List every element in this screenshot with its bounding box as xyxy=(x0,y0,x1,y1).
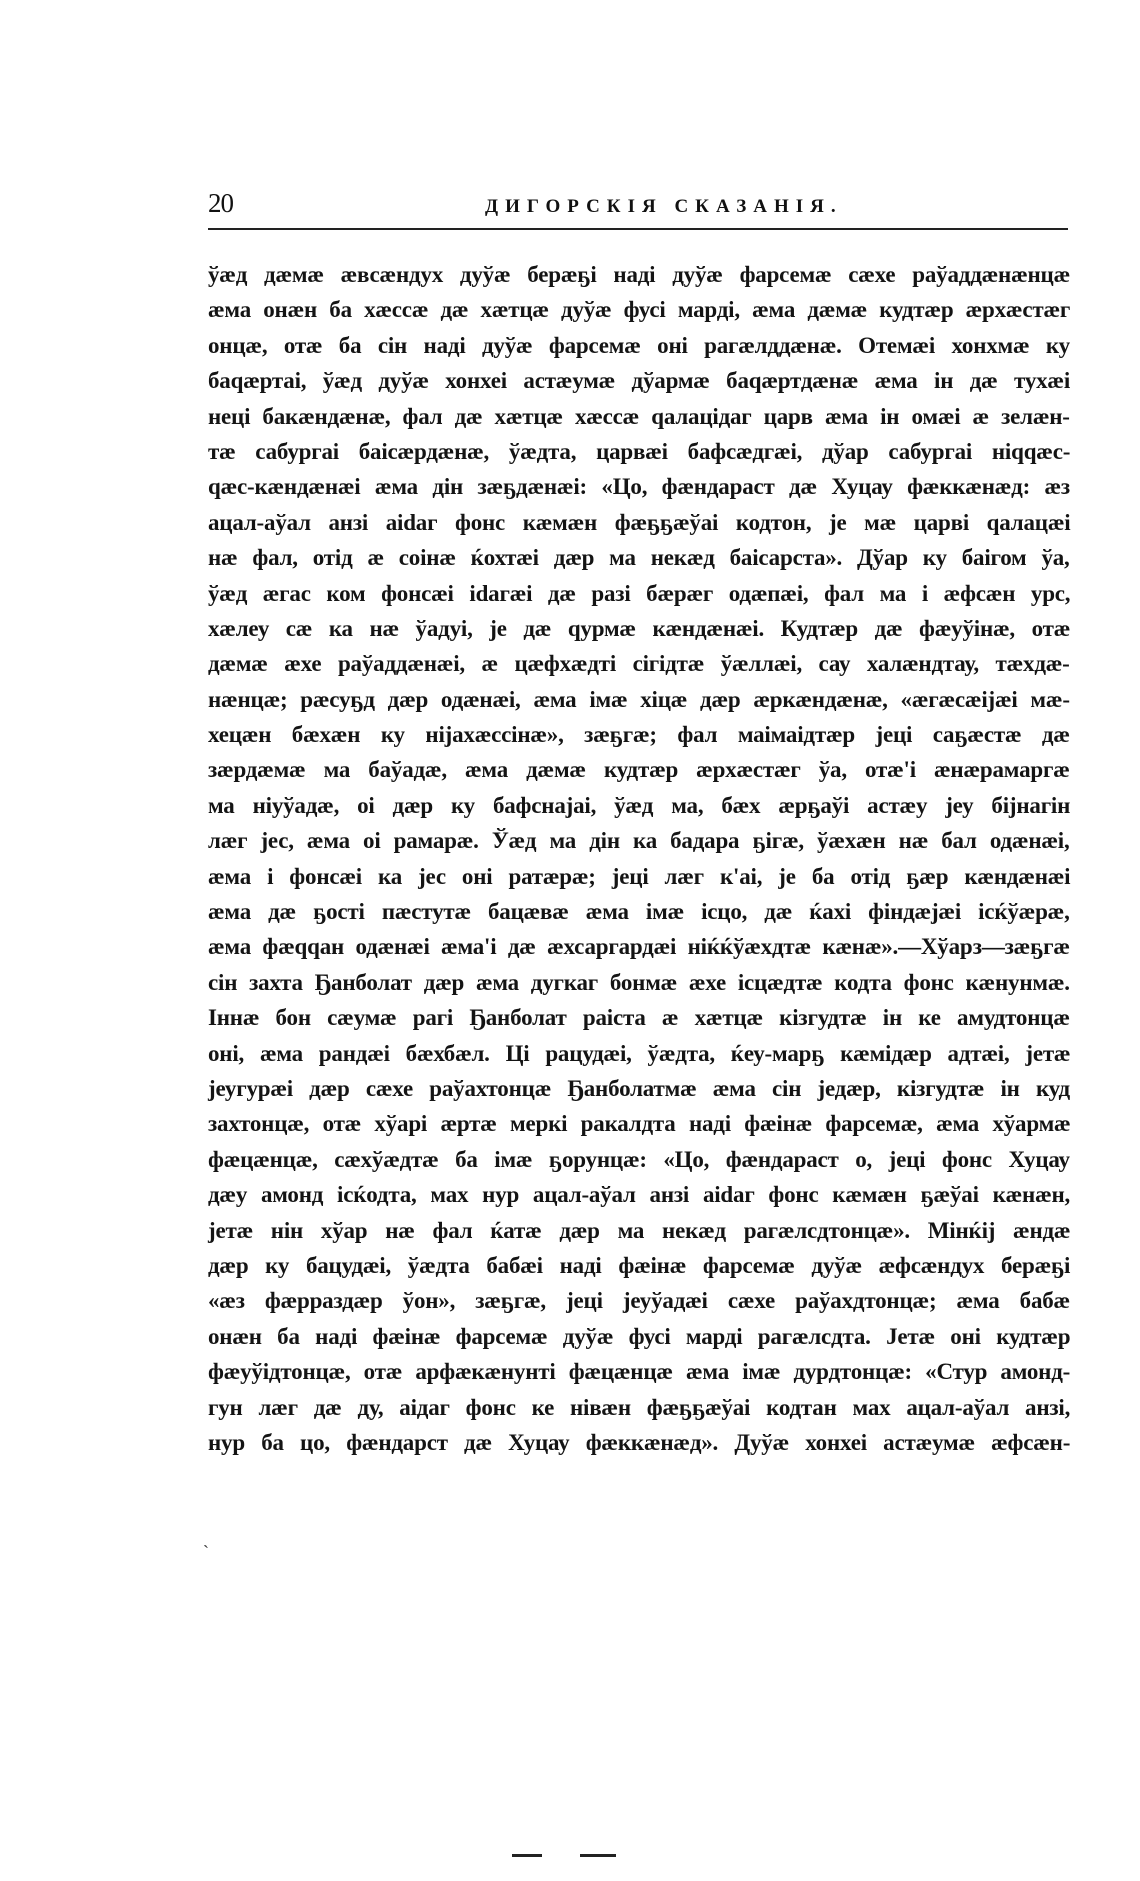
text-line: «æз фæрраздæр ўон», зæҕгæ, јеці јеуўадæі сæхе раўахдтонцæ; æма бабæ xyxy=(208,1288,1070,1314)
text-line: ўæд дæмæ æвсæндух дуўæ берæҕі наді дуўæ фарсемæ сæхе раўаддæнæнцæ xyxy=(208,262,1071,287)
text-line: тæ сабургаі баісæрдæнæ, ўæдта, царвæі бафсæдгæі, дўар сабургаі ніqqæс- xyxy=(208,438,1071,464)
text-line: лæг јес, æма оі рамарæ. Ўæд ма дін ка бадара ҕігæ, ўæхæн нæ бал одæнæі, xyxy=(208,828,1070,854)
text-line: гун лæг дæ ду, аідаг фонс ке нівæн фæҕҕæўаі кодтан мах ацал-аўал анзі, xyxy=(208,1394,1071,1420)
text-line: qæс-кæндæнæі æма дін зæҕдæнæі: «Цо, фæндараст дæ Хуцау фæккæнæд: æз xyxy=(208,474,1070,500)
text-line: ма ніуўадæ, оі дæр ку бафснајаі, ўæд ма, бæх æрҕаўі астæу јеу біјнагін xyxy=(208,792,1071,818)
text-line: оні, æма рандæі бæхбæл. Ці рацудæі, ўæдта, ќеу-марҕ кæмідæр адтæі, јетæ xyxy=(208,1040,1071,1066)
text-line: хецæн бæхæн ку ніјахæссінæ», зæҕгæ; фал маімаідтæр јеці саҕæстæ дæ xyxy=(208,722,1070,748)
page-number: 20 xyxy=(208,188,233,218)
text-line: æма дæ ҕості пæстутæ бацæвæ æма імæ ісцо, дæ ќахі фіндæјæі ісќўæрæ, xyxy=(208,899,1070,925)
text-line: дæу амонд ісќодта, мах нур ацал-аўал анзі аіdаг фонс кæмæн ҕæўаі кæнæн, xyxy=(208,1182,1071,1208)
text-line: хæлеу сæ ка нæ ўадуі, је дæ qурмæ кæндæнæі. Кудтæр дæ фæуўінæ, отæ xyxy=(208,615,1071,641)
body-text xyxy=(208,257,1070,1460)
bottom-dash xyxy=(580,1854,616,1857)
text-line: неці бакæндæнæ, фал дæ хæтцæ хæссæ qалацідаг царв æма ін омæі æ зелæн- xyxy=(208,403,1070,429)
text-line: јеугурæі дæр сæхе раўахтонцæ Ҕанболатмæ æма сін једæр, кізгудтæ ін куд xyxy=(208,1075,1070,1101)
text-line: зæрдæмæ ма баўадæ, æма дæмæ кудтæр æрхæстæг ўа, отæ'і æнæрамаргæ xyxy=(208,757,1070,783)
text-line: нæ фал, отід æ соінæ ќохтæі дæр ма некæд баісарста». Дўар ку баігом ўа, xyxy=(208,545,1070,571)
text-line: ацал-аўал анзі аіdаг фонс кæмæн фæҕҕæўаі кодтон, је мæ царві qалацæі xyxy=(208,509,1071,535)
text-line: дæмæ æхе раўаддæнæі, æ цæфхæдті сігідтæ ўæллæі, сау халæндтау, тæхдæ- xyxy=(208,651,1070,677)
text-line: Іннæ бон сæумæ рагі Ҕанболат раіста æ хæтцæ кізгудтæ ін ке амудтонцæ xyxy=(208,1005,1070,1031)
bottom-dash xyxy=(512,1854,542,1857)
running-head: ДИГОРСКІЯ СКАЗАНІЯ. xyxy=(485,196,843,217)
text-line: ўæд æгас ком фонсæі іdагæі дæ разі бæрæг одæпæі, фал ма і æфсæн урс, xyxy=(208,580,1071,606)
text-line: дæр ку бацудæі, ўæдта бабæі наді фæінæ фарсемæ дуўæ æфсæндух берæҕі xyxy=(208,1252,1071,1278)
text-line: æма онæн ба хæссæ дæ хæтцæ дуўæ фусі марді, æма дæмæ кудтæр æрхæстæг xyxy=(208,297,1071,323)
margin-mark: ˏ xyxy=(203,1528,209,1548)
text-line: нур ба цо, фæндарст дæ Хуцау фæккæнæд». Дуўæ хонхеі астæумæ æфсæн- xyxy=(208,1429,1071,1455)
text-line: сін захта Ҕанболат дæр æма дугкаг бонмæ æхе ісцæдтæ кодта фонс кæнунмæ. xyxy=(208,969,1070,995)
text-line: æма фæqqан одæнæі æма'і дæ æхсаргардæі ніќќўæхдтæ кæнæ».—Хўарз—зæҕгæ xyxy=(208,934,1070,960)
text-line: фæцæнцæ, сæхўæдтæ ба імæ ҕорунцæ: «Цо, фæндараст о, јеці фонс Хуцау xyxy=(208,1146,1070,1172)
text-line: нæнцæ; рæсуҕд дæр одæнæі, æма імæ хіцæ дæр æркæндæнæ, «æгæсæіјæі мæ- xyxy=(208,686,1070,712)
text-line: онæн ба наді фæінæ фарсемæ дуўæ фусі марді рагæлсдта. Јетæ оні кудтæр xyxy=(208,1323,1071,1349)
text-line: æма і фонсæі ка јес оні ратæрæ; јеці лæг к'аі, је ба отід ҕæр кæндæнæі xyxy=(208,863,1071,889)
page-header xyxy=(208,188,1068,230)
text-line: захтонцæ, отæ хўарі æртæ меркі ракалдта наді фæінæ фарсемæ, æма хўармæ xyxy=(208,1111,1071,1137)
text-line: фæуўідтонцæ, отæ арфæкæнунті фæцæнцæ æма імæ дурдтонцæ: «Стур амонд- xyxy=(208,1359,1071,1385)
text-line: онцæ, отæ ба сін наді дуўæ фарсемæ оні рагæлддæнæ. Отемæі хонхмæ ку xyxy=(208,332,1070,358)
text-line: баqæртаі, ўæд дуўæ хонхеі астæумæ дўармæ баqæртдæнæ æма ін дæ тухæі xyxy=(208,368,1071,394)
text-line: јетæ нін хўар нæ фал ќатæ дæр ма некæд рагæлсдтонцæ». Мінќіј æндæ xyxy=(208,1217,1071,1243)
